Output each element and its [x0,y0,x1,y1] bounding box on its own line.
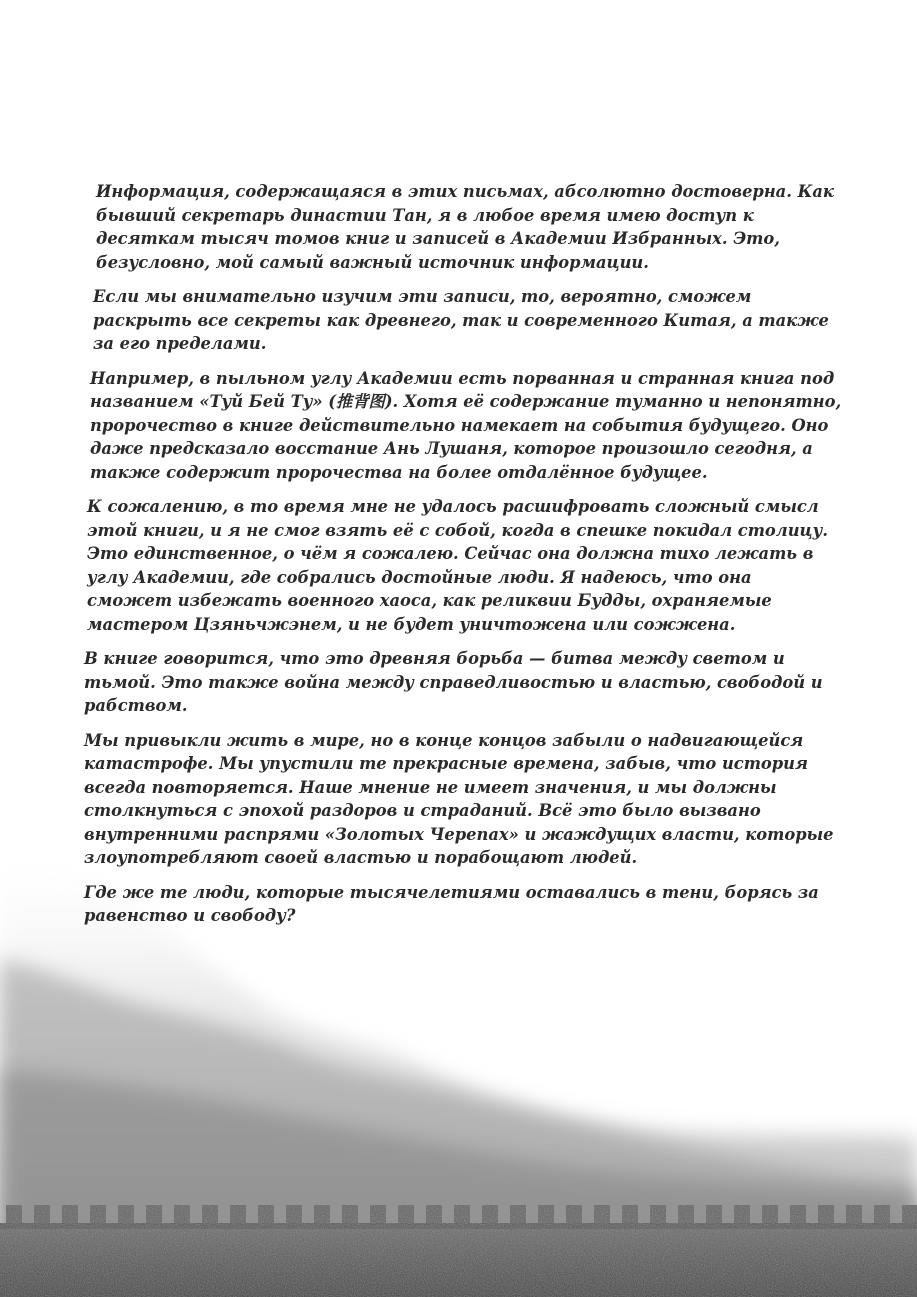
paragraph-6: Мы привыкли жить в мире, но в конце концов забыли о надвигающейся катастрофе. Мы упустили те прекрасные времена, забыв, что история всегда повторяется. Наше мнение не имеет значения, и мы должны столкнуться с эпохой раздоров и страданий. Всё это было вызвано внутренними распрями «Золотых Черепах» и жаждущих власти, которые злоупотребляют своей властью и порабощают людей. [84,730,834,867]
wall-walkway [0,1223,917,1229]
paragraph-5: В книге говорится, что это древняя борьба — битва между светом и тьмой. Это также война между справедливостью и властью, свободой и рабством. [84,649,823,715]
paragraph-3: Например, в пыльном углу Академии есть порванная и странная книга под названием «Туй Бей Ту» (推背图). Хотя её содержание туманно и непонятно, пророчество в книге действительно намекает на события будущего. Оно даже предсказало восстание Ань Лушаня, которое произошло сегодня, а также содержит пророчества на более отдалённое будущее. [90,368,842,482]
paragraph-1: Информация, содержащаяся в этих письмах, абсолютно достоверна. Как бывший секретарь династии Тан, я в любое время имею доступ к десяткам тысяч томов книг и записей в Академии Избранных. Это, безусловно, мой самый важный источник информации. [96,182,834,272]
paragraph-2: Если мы внимательно изучим эти записи, то, вероятно, сможем раскрыть все секреты как древнего, так и современного Китая, а также за его пределами. [93,287,829,353]
paragraph-4: К сожалению, в то время мне не удалось расшифровать сложный смысл этой книги, и я не смог взять её с собой, когда в спешке покидал столицу. Это единственное, о чём я сожалею. Сейчас она должна тихо лежать в углу Академии, где собрались достойные люди. Я надеюсь, что она сможет избежать военного хаоса, как реликвии Будды, охраняемые мастером Цзяньчжэнем, и не будет уничтожена или сожжена. [87,497,829,634]
paragraph-7: Где же те люди, которые тысячелетиями оставались в тени, борясь за равенство и свободу? [84,882,819,925]
letter-text [82,180,842,939]
wall-body [0,1225,917,1297]
